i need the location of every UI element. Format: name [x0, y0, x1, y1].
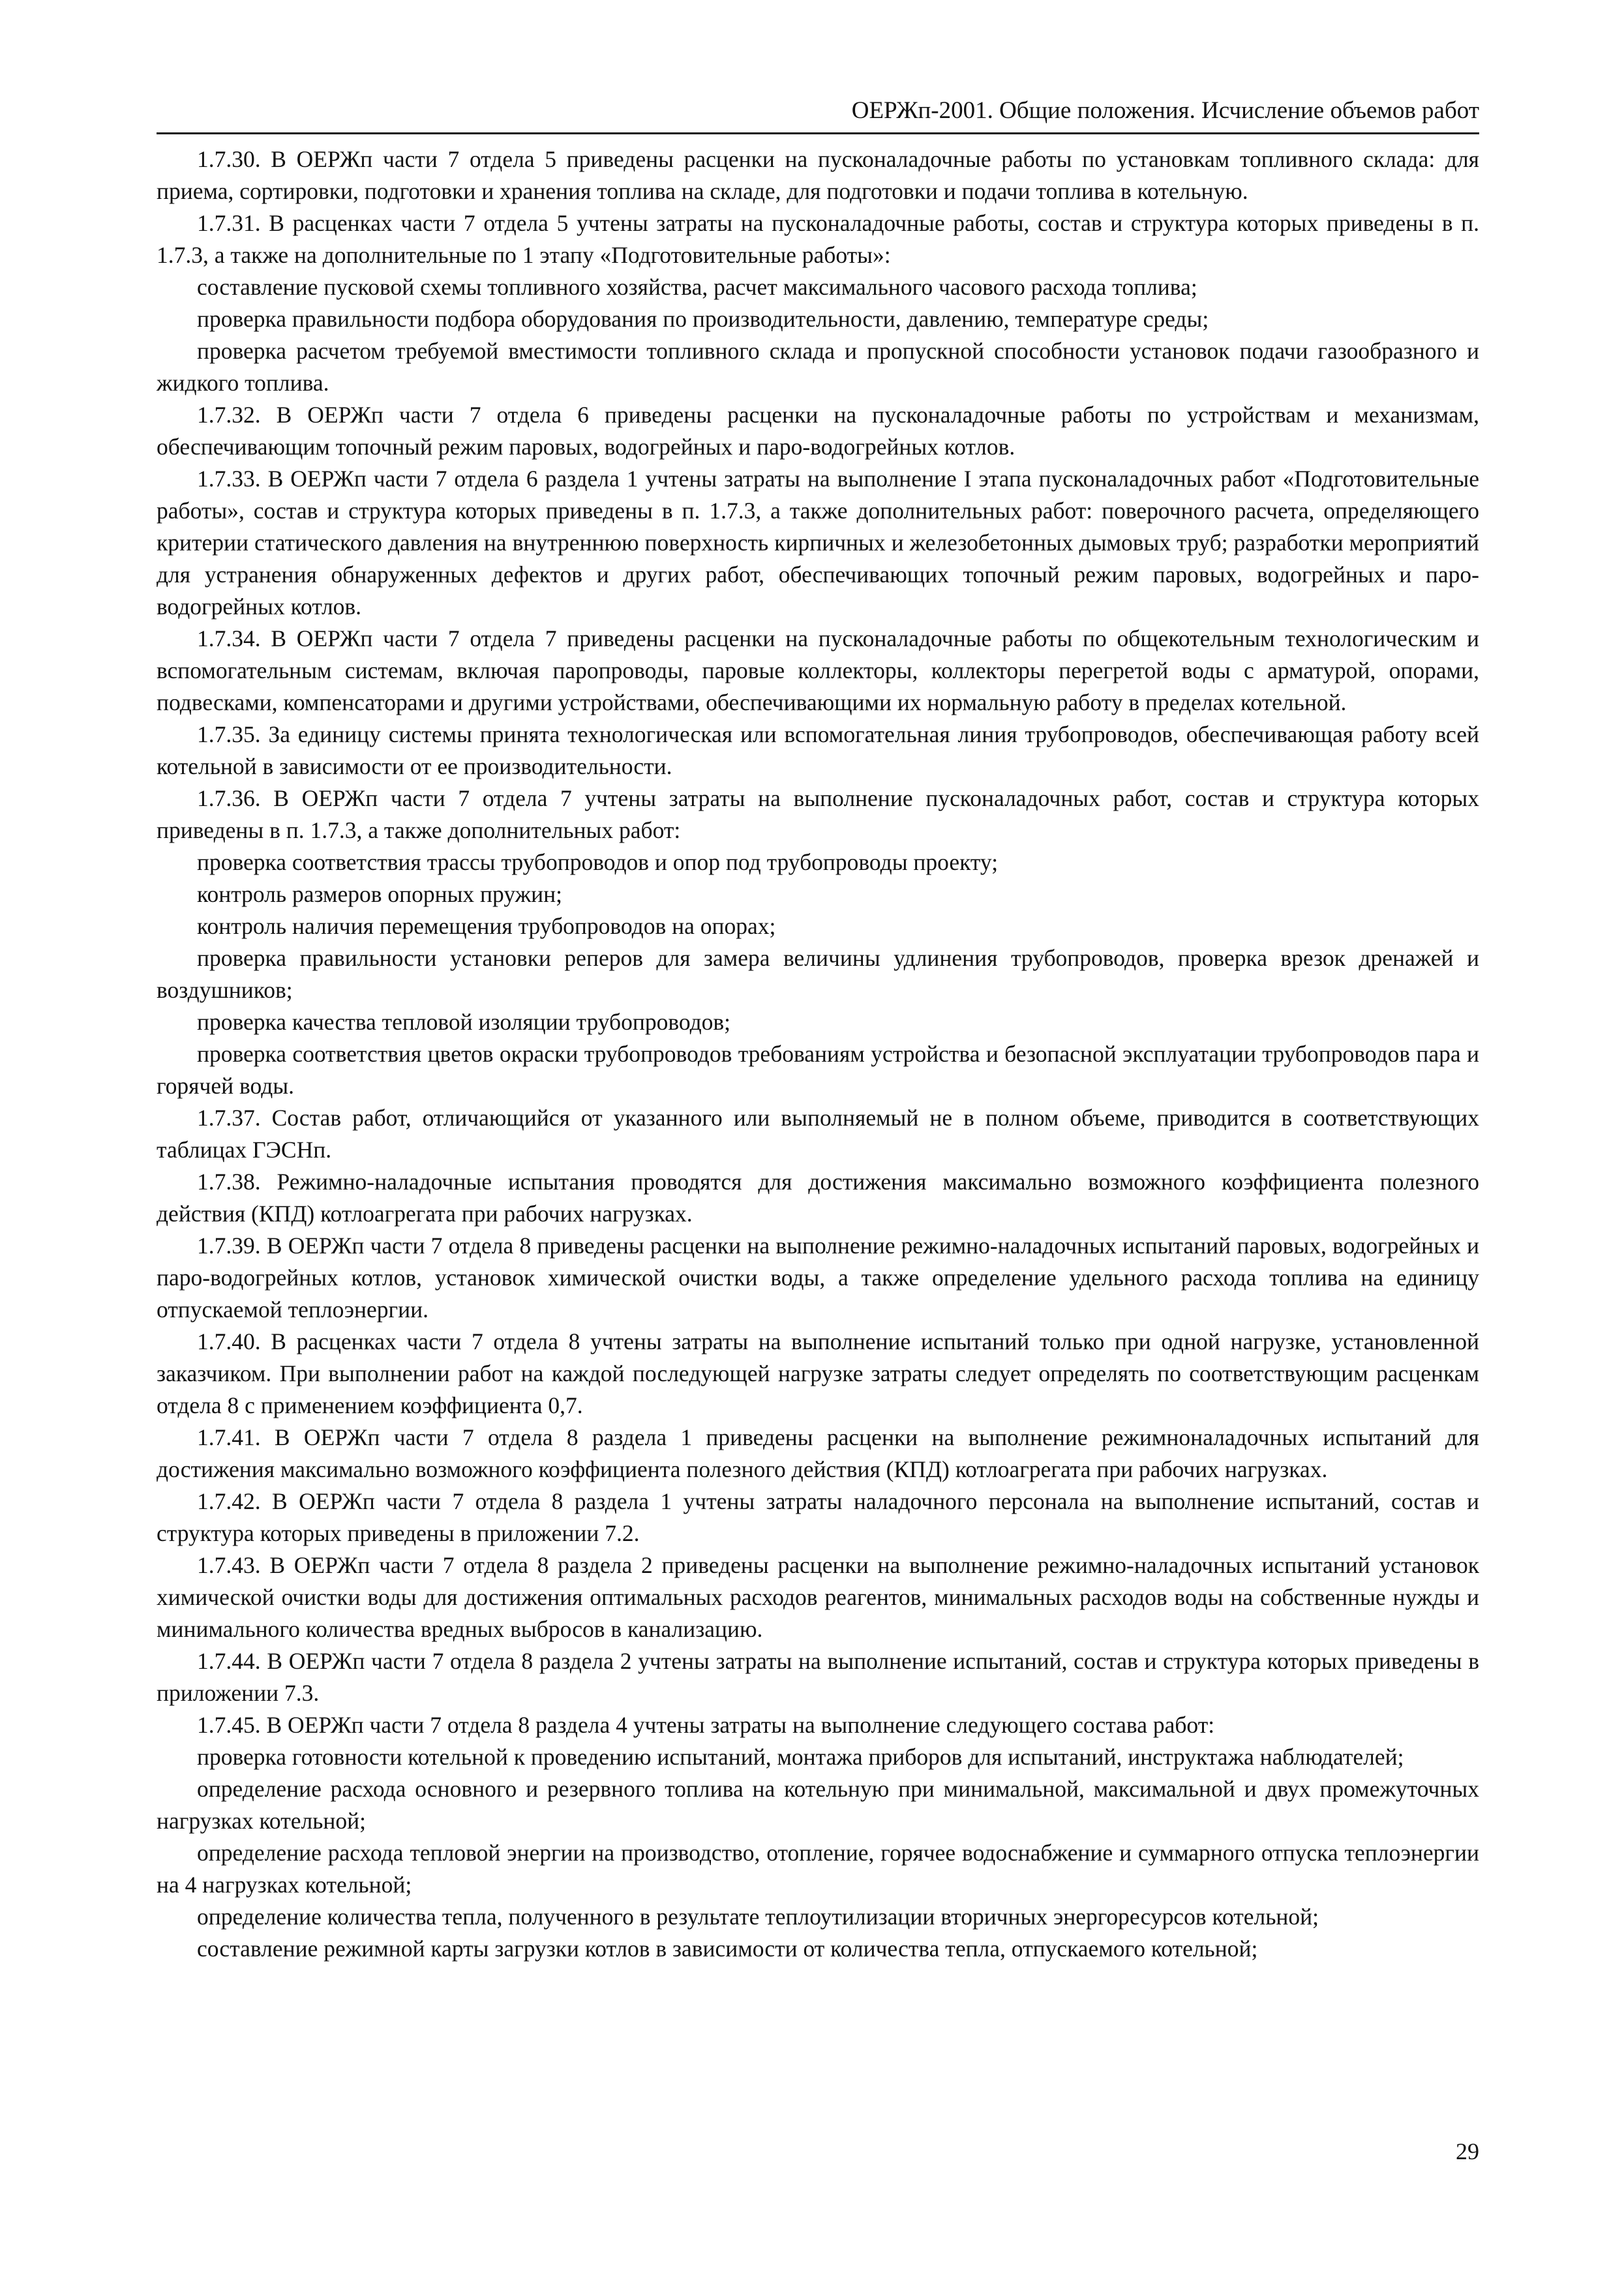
list-item: проверка соответствия цветов окраски трубопроводов требованиям устройства и безопасной эксплуатации трубопроводов пара и горячей воды.	[157, 1041, 1479, 1099]
clause-paragraph: 1.7.36. В ОЕРЖп части 7 отдела 7 учтены затраты на выполнение пусконаладочных работ, состав и структура которых приведены в п. 1.7.3, а также дополнительных работ:	[157, 785, 1479, 843]
list-item: определение расхода основного и резервного топлива на котельную при минимальной, максимальной и двух промежуточных нагрузках котельной;	[157, 1776, 1479, 1834]
clause-paragraph: 1.7.30. В ОЕРЖп части 7 отдела 5 приведены расценки на пусконаладочные работы по установкам топливного склада: для приема, сортировки, подготовки и хранения топлива на складе, для подготовки и подачи топлива в котельную.	[157, 146, 1479, 204]
clause-paragraph: 1.7.41. В ОЕРЖп части 7 отдела 8 раздела 1 приведены расценки на выполнение режимноналадочных испытаний для достижения максимально возможного коэффициента полезного действия (КПД) котлоагрегата при рабочих нагрузках.	[157, 1424, 1479, 1482]
list-item: проверка качества тепловой изоляции трубопроводов;	[197, 1009, 731, 1035]
clause-paragraph: 1.7.33. В ОЕРЖп части 7 отдела 6 раздела 1 учтены затраты на выполнение I этапа пусконаладочных работ «Подготовительные работы», состав и структура которых приведены в п. 1.7.3, а также дополнительных работ: поверочного расчета, определяющего критерии статического давления на внутреннюю поверхность кирпичных и железобетонных дымовых труб; разработки мероприятий для устранения обнаруженных дефектов и других работ, обеспечивающих топочный режим паровых, водогрейных и паро-водогрейных котлов.	[157, 466, 1479, 620]
clause-paragraph: 1.7.38. Режимно-наладочные испытания проводятся для достижения максимально возможного коэффициента полезного действия (КПД) котлоагрегата при рабочих нагрузках.	[157, 1169, 1479, 1227]
clause-paragraph: 1.7.34. В ОЕРЖп части 7 отдела 7 приведены расценки на пусконаладочные работы по общекотельным технологическим и вспомогательным системам, включая паропроводы, паровые коллекторы, коллекторы перегретой воды с арматурой, опорами, подвесками, компенсаторами и другими устройствами, обеспечивающими их нормальную работу в пределах котельной.	[157, 625, 1479, 715]
clause-paragraph: 1.7.44. В ОЕРЖп части 7 отдела 8 раздела 2 учтены затраты на выполнение испытаний, состав и структура которых приведены в приложении 7.3.	[157, 1648, 1479, 1706]
list-item: проверка правильности подбора оборудования по производительности, давлению, температуре среды;	[197, 306, 1209, 332]
clause-paragraph: 1.7.35. За единицу системы принята технологическая или вспомогательная линия трубопроводов, обеспечивающая работу всей котельной в зависимости от ее производительности.	[157, 721, 1479, 779]
clause-paragraph: 1.7.37. Состав работ, отличающийся от указанного или выполняемый не в полном объеме, приводится в соответствующих таблицах ГЭСНп.	[157, 1105, 1479, 1163]
page-number: 29	[1456, 2138, 1479, 2164]
header-rule	[157, 132, 1479, 134]
clause-paragraph: 1.7.39. В ОЕРЖп части 7 отдела 8 приведены расценки на выполнение режимно-наладочных испытаний паровых, водогрейных и паро-водогрейных котлов, установок химической очистки воды, а также определение удельного расхода топлива на единицу отпускаемой теплоэнергии.	[157, 1233, 1479, 1323]
body-text	[157, 143, 1479, 1965]
list-item: составление пусковой схемы топливного хозяйства, расчет максимального часового расхода топлива;	[197, 274, 1197, 300]
clause-paragraph: 1.7.31. В расценках части 7 отдела 5 учтены затраты на пусконаладочные работы, состав и структура которых приведены в п. 1.7.3, а также на дополнительные по 1 этапу «Подготовительные работы»:	[157, 210, 1479, 268]
list-item: контроль наличия перемещения трубопроводов на опорах;	[197, 913, 776, 939]
running-header: ОЕРЖп-2001. Общие положения. Исчисление объемов работ	[851, 97, 1479, 124]
list-item: составление режимной карты загрузки котлов в зависимости от количества тепла, отпускаемого котельной;	[197, 1936, 1258, 1962]
list-item: контроль размеров опорных пружин;	[197, 881, 563, 907]
list-item: проверка правильности установки реперов для замера величины удлинения трубопроводов, проверка врезок дренажей и воздушников;	[157, 945, 1479, 1003]
clause-paragraph: 1.7.32. В ОЕРЖп части 7 отдела 6 приведены расценки на пусконаладочные работы по устройствам и механизмам, обеспечивающим топочный режим паровых, водогрейных и паро-водогрейных котлов.	[157, 402, 1479, 460]
clause-paragraph: 1.7.45. В ОЕРЖп части 7 отдела 8 раздела 4 учтены затраты на выполнение следующего состава работ:	[197, 1712, 1215, 1738]
list-item: определение количества тепла, полученного в результате теплоутилизации вторичных энергоресурсов котельной;	[197, 1904, 1319, 1930]
clause-paragraph: 1.7.42. В ОЕРЖп части 7 отдела 8 раздела 1 учтены затраты наладочного персонала на выполнение испытаний, состав и структура которых приведены в приложении 7.2.	[157, 1488, 1479, 1546]
clause-paragraph: 1.7.43. В ОЕРЖп части 7 отдела 8 раздела 2 приведены расценки на выполнение режимно-наладочных испытаний установок химической очистки воды для достижения оптимальных расходов реагентов, минимальных расходов воды на собственные нужды и минимального количества вредных выбросов в канализацию.	[157, 1552, 1479, 1642]
list-item: проверка готовности котельной к проведению испытаний, монтажа приборов для испытаний, инструктажа наблюдателей;	[197, 1744, 1404, 1770]
list-item: проверка расчетом требуемой вместимости топливного склада и пропускной способности установок подачи газообразного и жидкого топлива.	[157, 338, 1479, 396]
clause-paragraph: 1.7.40. В расценках части 7 отдела 8 учтены затраты на выполнение испытаний только при одной нагрузке, установленной заказчиком. При выполнении работ на каждой последующей нагрузке затраты следует определять по соответствующим расценкам отдела 8 с применением коэффициента 0,7.	[157, 1328, 1479, 1418]
list-item: проверка соответствия трассы трубопроводов и опор под трубопроводы проекту;	[197, 849, 999, 875]
list-item: определение расхода тепловой энергии на производство, отопление, горячее водоснабжение и суммарного отпуска теплоэнергии на 4 нагрузках котельной;	[157, 1840, 1479, 1898]
